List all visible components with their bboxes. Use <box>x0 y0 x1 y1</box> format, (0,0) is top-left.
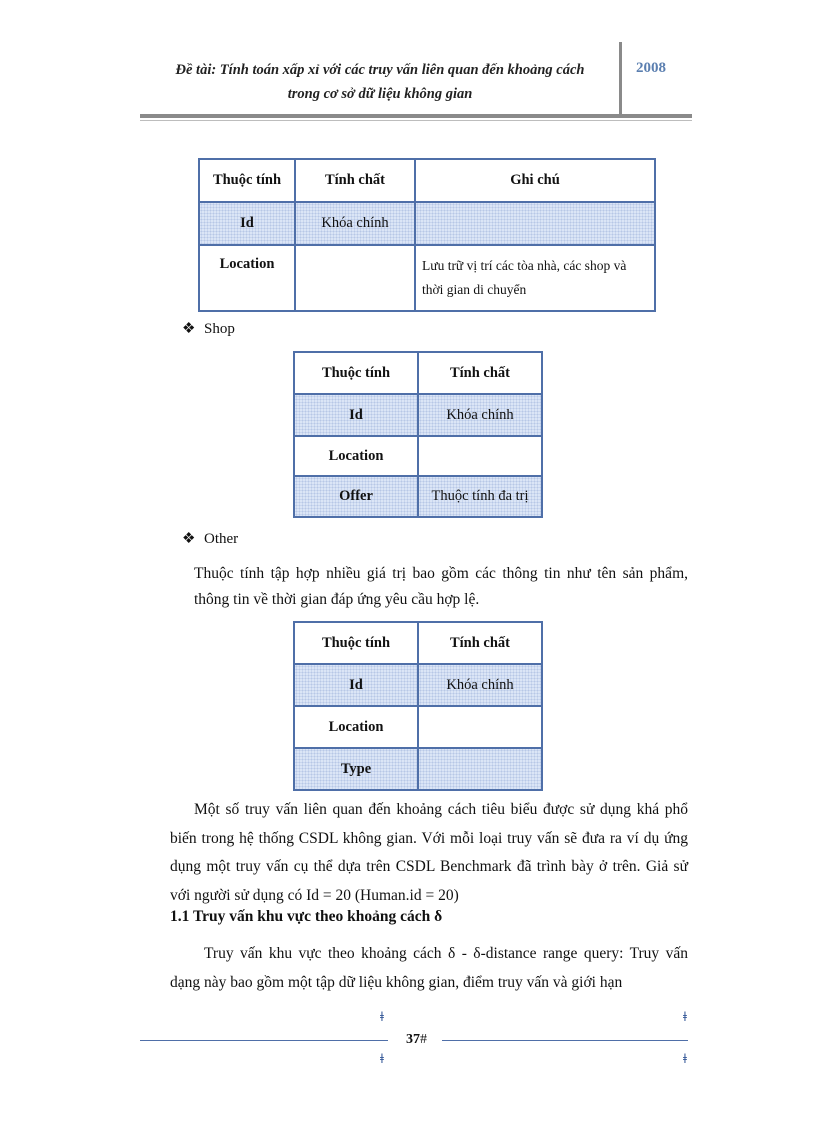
header-divider-vertical <box>619 42 622 115</box>
footer-mark-icon: ǂ <box>380 1010 384 1025</box>
footer-rule-right <box>442 1040 688 1041</box>
table-cell: Lưu trữ vị trí các tòa nhà, các shop và thời gian di chuyển <box>415 245 655 311</box>
table-cell: Id <box>199 202 295 245</box>
table-cell: Location <box>199 245 295 311</box>
table-row <box>199 202 655 245</box>
table-cell <box>418 748 542 790</box>
page-number-value: 37 <box>406 1032 420 1047</box>
other-description: Thuộc tính tập hợp nhiều giá trị bao gồm các thông tin như tên sản phẩm, thông tin về thời gian đáp ứng yêu cầu hợp lệ. <box>194 565 688 608</box>
attribute-table-shop <box>293 351 543 518</box>
table-header-cell: Thuộc tính <box>199 159 295 202</box>
table-row <box>294 436 542 476</box>
table-header-cell: Tính chất <box>295 159 415 202</box>
table-row <box>199 245 655 311</box>
table-row <box>294 476 542 517</box>
bullet-diamond-icon: ❖ <box>182 531 196 547</box>
table-row <box>294 664 542 706</box>
header-divider-horizontal <box>140 114 692 118</box>
table-cell: Type <box>294 748 418 790</box>
table-cell: Khóa chính <box>295 202 415 245</box>
header-year: 2008 <box>636 60 666 76</box>
table-cell <box>295 245 415 311</box>
attribute-table-main <box>198 158 656 312</box>
section-heading: 1.1 Truy vấn khu vực theo khoảng cách δ <box>170 908 443 925</box>
footer-mark-icon: ǂ <box>683 1052 687 1067</box>
table-cell <box>415 202 655 245</box>
footer-mark-icon: ǂ <box>380 1052 384 1067</box>
header-divider-thin <box>140 120 692 121</box>
table-cell: Location <box>294 706 418 748</box>
table-header-cell: Ghi chú <box>415 159 655 202</box>
bullet-diamond-icon: ❖ <box>182 321 196 337</box>
table-cell: Thuộc tính đa trị <box>418 476 542 517</box>
table-cell: Location <box>294 436 418 476</box>
table-header-row <box>199 159 655 202</box>
table-cell <box>418 436 542 476</box>
table-cell <box>418 706 542 748</box>
body-paragraph: Một số truy vấn liên quan đến khoảng cách tiêu biểu được sử dụng khá phổ biến trong hệ thống CSDL không gian. Với mỗi loại truy vấn sẽ đưa ra ví dụ ứng dụng một truy vấn cụ thể dựa trên CSDL Benchmark đã trình bày ở trên. Giả sử với người sử dụng có Id = 20 (Human.id = 20) <box>170 801 688 904</box>
section-bullet-shop <box>182 319 235 338</box>
table-cell: Id <box>294 394 418 436</box>
table-cell: Khóa chính <box>418 664 542 706</box>
footer-rule-left <box>140 1040 388 1041</box>
table-cell: Id <box>294 664 418 706</box>
table-header-cell: Thuộc tính <box>294 352 418 394</box>
header-title-line-1: Đề tài: Tính toán xấp xỉ với các truy vấn liên quan đến khoảng cách <box>175 62 585 78</box>
attribute-table-other <box>293 621 543 791</box>
bullet-label: Other <box>204 531 239 547</box>
page-number-marker: # <box>420 1032 427 1047</box>
table-row <box>294 394 542 436</box>
table-header-row <box>294 352 542 394</box>
table-header-cell: Tính chất <box>418 352 542 394</box>
table-row <box>294 748 542 790</box>
table-header-row <box>294 622 542 664</box>
document-header-title <box>150 58 610 106</box>
table-cell: Offer <box>294 476 418 517</box>
table-header-cell: Tính chất <box>418 622 542 664</box>
table-row <box>294 706 542 748</box>
page-number <box>406 1032 427 1048</box>
table-cell: Khóa chính <box>418 394 542 436</box>
table-header-cell: Thuộc tính <box>294 622 418 664</box>
bullet-label: Shop <box>204 321 235 337</box>
section-bullet-other <box>182 529 238 548</box>
header-title-line-2: trong cơ sở dữ liệu không gian <box>287 86 473 102</box>
section-paragraph: Truy vấn khu vực theo khoảng cách δ - δ-distance range query: Truy vấn dạng này bao gồm một tập dữ liệu không gian, điểm truy vấn và giới hạn <box>170 945 688 991</box>
footer-mark-icon: ǂ <box>683 1010 687 1025</box>
